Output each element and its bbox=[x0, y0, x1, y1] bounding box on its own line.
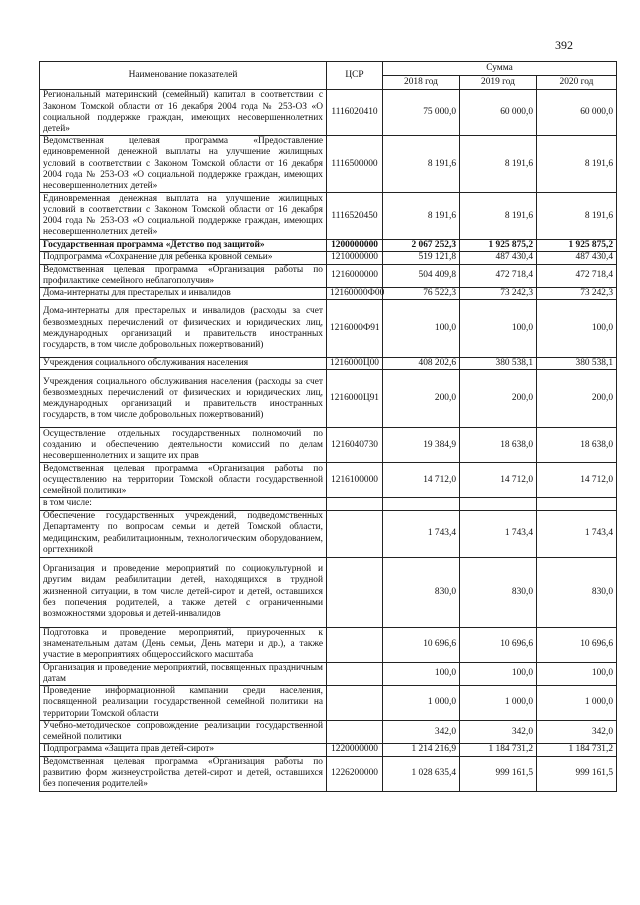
table-row bbox=[40, 662, 617, 685]
table-row bbox=[40, 463, 617, 498]
row-name: Государственная программа «Детство под защитой» bbox=[40, 240, 327, 252]
row-value-2019: 14 712,0 bbox=[460, 463, 537, 498]
row-code: 1216000000 bbox=[327, 264, 383, 287]
table-row bbox=[40, 428, 617, 463]
row-name: Региональный материнский (семейный) капитал в соответствии с Законом Томской области от 16 декабря 2004 года № 253-ОЗ «О социальной поддержке граждан, имеющих несовершеннолетних детей» bbox=[40, 90, 327, 136]
row-value-2020 bbox=[537, 498, 617, 510]
row-code: 1220000000 bbox=[327, 744, 383, 756]
row-value-2018: 10 696,6 bbox=[383, 627, 460, 662]
row-code bbox=[327, 557, 383, 627]
row-value-2019: 830,0 bbox=[460, 557, 537, 627]
table-row bbox=[40, 557, 617, 627]
table-row bbox=[40, 136, 617, 193]
row-code: 1226200000 bbox=[327, 756, 383, 791]
page-number: 392 bbox=[555, 38, 573, 52]
table-row bbox=[40, 358, 617, 370]
table-row bbox=[40, 510, 617, 557]
row-value-2020: 1 000,0 bbox=[537, 686, 617, 721]
row-name: Осуществление отдельных государственных полномочий по созданию и обеспечению деятельности комиссий по делам несовершеннолетних и защите их прав bbox=[40, 428, 327, 463]
row-value-2020: 1 184 731,2 bbox=[537, 744, 617, 756]
row-value-2019: 18 638,0 bbox=[460, 428, 537, 463]
table-row bbox=[40, 193, 617, 240]
budget-table bbox=[39, 61, 617, 792]
row-code: 12160000Ф00 bbox=[327, 288, 383, 300]
row-value-2018: 75 000,0 bbox=[383, 90, 460, 136]
row-value-2020: 999 161,5 bbox=[537, 756, 617, 791]
row-value-2020: 472 718,4 bbox=[537, 264, 617, 287]
row-name: Дома-интернаты для престарелых и инвалидов (расходы за счет безвозмездных перечислений от физических и юридических лиц, международных организаций и правительств иностранных государств, в том числе добровольных пожертвований) bbox=[40, 300, 327, 358]
row-name: Проведение информационной кампании среди населения, посвященной реализации государственной семейной политики на территории Томской области bbox=[40, 686, 327, 721]
row-name: Обеспечение государственных учреждений, подведомственных Департаменту по вопросам семьи и детей Томской области, медицинским, реабилитационным, технологическим оборудованием, оргтехникой bbox=[40, 510, 327, 557]
row-value-2020: 200,0 bbox=[537, 370, 617, 428]
row-name: Ведомственная целевая программа «Организация работы по осуществлению на территории Томской области государственной семейной политики» bbox=[40, 463, 327, 498]
row-code: 1216000Ц00 bbox=[327, 358, 383, 370]
row-name: Организация и проведение мероприятий по социокультурной и другим видам реабилитации детей, находящихся в трудной жизненной ситуации, в том числе детей-сирот и детей, оставшихся без попечения родителей, а также детей с ограниченными возможностями здоровья и детей-инвалидов bbox=[40, 557, 327, 627]
column-header-year-2020: 2020 год bbox=[537, 76, 617, 90]
row-value-2018: 200,0 bbox=[383, 370, 460, 428]
row-value-2020: 73 242,3 bbox=[537, 288, 617, 300]
row-value-2019: 1 743,4 bbox=[460, 510, 537, 557]
table-row bbox=[40, 252, 617, 264]
row-value-2020: 830,0 bbox=[537, 557, 617, 627]
row-value-2019: 73 242,3 bbox=[460, 288, 537, 300]
row-code bbox=[327, 510, 383, 557]
row-value-2018: 504 409,8 bbox=[383, 264, 460, 287]
table-row bbox=[40, 90, 617, 136]
row-value-2018: 830,0 bbox=[383, 557, 460, 627]
row-name: Учреждения социального обслуживания населения bbox=[40, 358, 327, 370]
row-code: 1116020410 bbox=[327, 90, 383, 136]
row-value-2020: 60 000,0 bbox=[537, 90, 617, 136]
row-name: Подготовка и проведение мероприятий, приуроченных к знаменательным датам (День семьи, День матери и др.), а также участие в мероприятиях общероссийского масштаба bbox=[40, 627, 327, 662]
row-value-2018: 1 000,0 bbox=[383, 686, 460, 721]
column-header-year-2019: 2019 год bbox=[460, 76, 537, 90]
row-value-2018: 2 067 252,3 bbox=[383, 240, 460, 252]
row-code: 1216040730 bbox=[327, 428, 383, 463]
row-code bbox=[327, 721, 383, 744]
row-value-2019: 380 538,1 bbox=[460, 358, 537, 370]
row-value-2019: 60 000,0 bbox=[460, 90, 537, 136]
row-name: в том числе: bbox=[40, 498, 327, 510]
row-value-2020: 18 638,0 bbox=[537, 428, 617, 463]
row-value-2018: 19 384,9 bbox=[383, 428, 460, 463]
column-header-name: Наименование показателей bbox=[40, 62, 327, 90]
table-row bbox=[40, 756, 617, 791]
row-code: 1210000000 bbox=[327, 252, 383, 264]
row-value-2019: 472 718,4 bbox=[460, 264, 537, 287]
table-row bbox=[40, 288, 617, 300]
column-header-sum: Сумма bbox=[383, 62, 617, 76]
row-value-2018 bbox=[383, 498, 460, 510]
row-name: Подпрограмма «Защита прав детей-сирот» bbox=[40, 744, 327, 756]
row-value-2018: 1 743,4 bbox=[383, 510, 460, 557]
row-name: Ведомственная целевая программа «Предоставление единовременной денежной выплаты на улучшение жилищных условий в соответствии с Законом Томской области от 16 декабря 2004 года № 253-ОЗ «О социальной поддержке граждан, имеющих несовершеннолетних детей» bbox=[40, 136, 327, 193]
row-code bbox=[327, 662, 383, 685]
row-value-2020: 14 712,0 bbox=[537, 463, 617, 498]
row-value-2020: 8 191,6 bbox=[537, 193, 617, 240]
row-value-2019: 8 191,6 bbox=[460, 193, 537, 240]
row-value-2018: 342,0 bbox=[383, 721, 460, 744]
row-value-2019: 100,0 bbox=[460, 300, 537, 358]
row-code bbox=[327, 686, 383, 721]
row-value-2018: 519 121,8 bbox=[383, 252, 460, 264]
row-value-2020: 487 430,4 bbox=[537, 252, 617, 264]
row-code bbox=[327, 498, 383, 510]
row-name: Подпрограмма «Сохранение для ребенка кровной семьи» bbox=[40, 252, 327, 264]
row-code: 1216000Ц91 bbox=[327, 370, 383, 428]
row-code: 1216100000 bbox=[327, 463, 383, 498]
row-value-2019: 200,0 bbox=[460, 370, 537, 428]
row-value-2020: 100,0 bbox=[537, 300, 617, 358]
row-value-2020: 342,0 bbox=[537, 721, 617, 744]
row-name: Организация и проведение мероприятий, посвященных праздничным датам bbox=[40, 662, 327, 685]
row-name: Учреждения социального обслуживания населения (расходы за счет безвозмездных перечислений от физических и юридических лиц, международных организаций и правительств иностранных государств, в том числе добровольных пожертвований) bbox=[40, 370, 327, 428]
column-header-code: ЦСР bbox=[327, 62, 383, 90]
row-value-2019: 1 925 875,2 bbox=[460, 240, 537, 252]
row-name: Ведомственная целевая программа «Организация работы по развитию форм жизнеустройства детей-сирот и детей, оставшихся без попечения родителей» bbox=[40, 756, 327, 791]
table-row bbox=[40, 300, 617, 358]
row-name: Ведомственная целевая программа «Организация работы по профилактике семейного неблагополучия» bbox=[40, 264, 327, 287]
row-code bbox=[327, 627, 383, 662]
row-value-2018: 14 712,0 bbox=[383, 463, 460, 498]
table-row bbox=[40, 627, 617, 662]
row-value-2019 bbox=[460, 498, 537, 510]
row-value-2019: 342,0 bbox=[460, 721, 537, 744]
row-value-2018: 8 191,6 bbox=[383, 193, 460, 240]
table-row bbox=[40, 721, 617, 744]
row-value-2020: 100,0 bbox=[537, 662, 617, 685]
table-row bbox=[40, 686, 617, 721]
column-header-year-2018: 2018 год bbox=[383, 76, 460, 90]
row-value-2019: 10 696,6 bbox=[460, 627, 537, 662]
row-value-2020: 10 696,6 bbox=[537, 627, 617, 662]
row-value-2018: 408 202,6 bbox=[383, 358, 460, 370]
row-value-2020: 1 743,4 bbox=[537, 510, 617, 557]
row-value-2020: 380 538,1 bbox=[537, 358, 617, 370]
table-row bbox=[40, 370, 617, 428]
row-value-2018: 1 028 635,4 bbox=[383, 756, 460, 791]
row-value-2018: 100,0 bbox=[383, 662, 460, 685]
row-name: Единовременная денежная выплата на улучшение жилищных условий в соответствии с Законом Томской области от 16 декабря 2004 года № 253-ОЗ «О социальной поддержке граждан, имеющих несовершеннолетних детей» bbox=[40, 193, 327, 240]
table-row bbox=[40, 240, 617, 252]
row-value-2019: 487 430,4 bbox=[460, 252, 537, 264]
row-value-2020: 8 191,6 bbox=[537, 136, 617, 193]
table-row bbox=[40, 264, 617, 287]
table-row bbox=[40, 498, 617, 510]
row-code: 1216000Ф91 bbox=[327, 300, 383, 358]
row-name: Дома-интернаты для престарелых и инвалидов bbox=[40, 288, 327, 300]
row-value-2018: 76 522,3 bbox=[383, 288, 460, 300]
row-code: 1116500000 bbox=[327, 136, 383, 193]
row-value-2019: 100,0 bbox=[460, 662, 537, 685]
row-value-2019: 1 000,0 bbox=[460, 686, 537, 721]
row-value-2018: 100,0 bbox=[383, 300, 460, 358]
row-code: 1200000000 bbox=[327, 240, 383, 252]
table-row bbox=[40, 744, 617, 756]
row-value-2019: 1 184 731,2 bbox=[460, 744, 537, 756]
row-value-2020: 1 925 875,2 bbox=[537, 240, 617, 252]
row-value-2019: 999 161,5 bbox=[460, 756, 537, 791]
row-name: Учебно-методическое сопровождение реализации государственной семейной политики bbox=[40, 721, 327, 744]
row-code: 1116520450 bbox=[327, 193, 383, 240]
row-value-2018: 8 191,6 bbox=[383, 136, 460, 193]
row-value-2018: 1 214 216,9 bbox=[383, 744, 460, 756]
row-value-2019: 8 191,6 bbox=[460, 136, 537, 193]
